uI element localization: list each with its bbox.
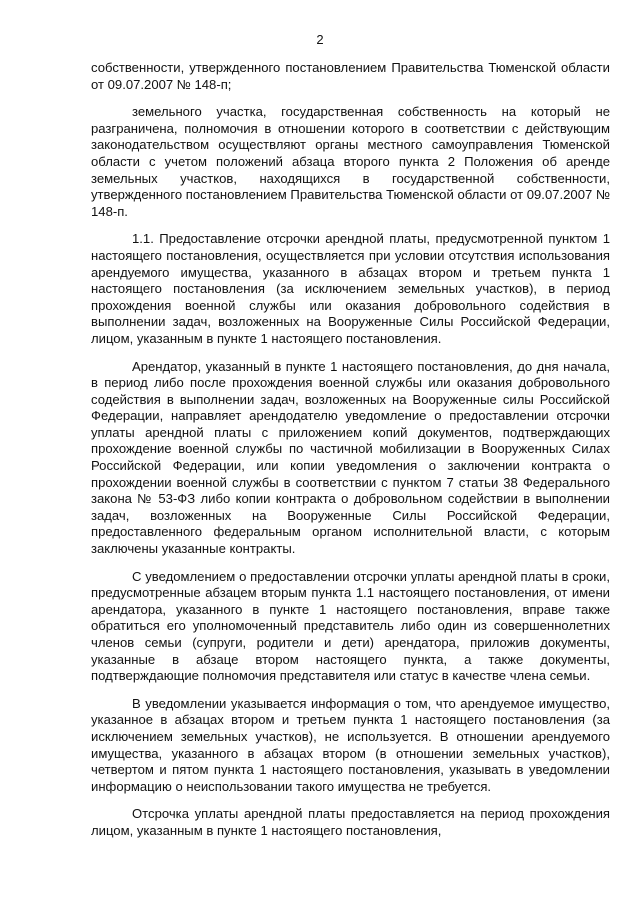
paragraph-notice-content: В уведомлении указывается информация о том, что арендуемое имущество, указанное в абзацах втором и третьем пункта 1 настоящего постановления (за исключением земельных участков), не используется. В отношении арендуемого имущества, указанного в абзацах втором (в отношении земельных участков), четвертом и пятом пункта 1 настоящего постановления, указывать в уведомлении информацию о неиспользовании такого имущества не требуется. [91, 695, 610, 794]
paragraph-continuation: собственности, утвержденного постановлением Правительства Тюменской области от 09.07.2007 № 148-п; [91, 60, 610, 92]
paragraph-land-plot: земельного участка, государственная собственность на который не разграничена, полномочия в отношении которого в соответствии с действующим законодательством осуществляют органы местного самоуправления Тюменской области с учетом положений абзаца второго пункта 2 Положения об аренде земельных участков, находящихся в государственной собственности, утвержденного постановлением Правительства Тюменской области от 09.07.2007 № 148-п. [91, 104, 610, 219]
paragraph-deferral-period: Отсрочка уплаты арендной платы предоставляется на период прохождения лицом, указанным в пункте 1 настоящего постановления, [91, 806, 610, 838]
page-number: 2 [316, 32, 324, 47]
paragraph-tenant-notice: Арендатор, указанный в пункте 1 настоящего постановления, до дня начала, в период либо после прохождения военной службы или оказания добровольного содействия в выполнении задач, возложенных на Вооруженные силы Российской Федерации, направляет арендодателю уведомление о предоставлении отсрочки уплаты арендной платы с приложением копий документов, подтверждающих прохождение военной службы по частичной мобилизации в Вооруженных Силах Российской Федерации, или копии уведомления о заключении контракта о прохождении военной службы в соответствии с пунктом 7 статьи 38 Федерального закона № 53-ФЗ либо копии контракта о добровольном содействии в выполнении задач, возложенных на Вооруженные Силы Российской Федерации, предоставленного федеральным органом исполнительной власти, с которым заключены указанные контракты. [91, 358, 610, 557]
paragraph-representative: С уведомлением о предоставлении отсрочки уплаты арендной платы в сроки, предусмотренные абзацем вторым пункта 1.1 настоящего постановления, от имени арендатора, указанного в пункте 1 настоящего постановления, вправе также обратиться его уполномоченный представитель либо один из совершеннолетних членов семьи (супруги, родители и дети) арендатора, приложив документы, указанные в абзаце втором настоящего пункта, а также документы, подтверждающие полномочия представителя или статус в качестве члена семьи. [91, 568, 610, 684]
document-body [91, 60, 610, 851]
paragraph-clause-1-1: 1.1. Предоставление отсрочки арендной платы, предусмотренной пунктом 1 настоящего постановления, осуществляется при условии отсутствия использования арендуемого имущества, указанного в абзацах втором и третьем пункта 1 настоящего постановления (за исключением земельных участков), в период прохождения военной службы или оказания добровольного содействия в выполнении задач, возложенных на Вооруженные Силы Российской Федерации, лицом, указанным в пункте 1 настоящего постановления. [91, 231, 610, 346]
